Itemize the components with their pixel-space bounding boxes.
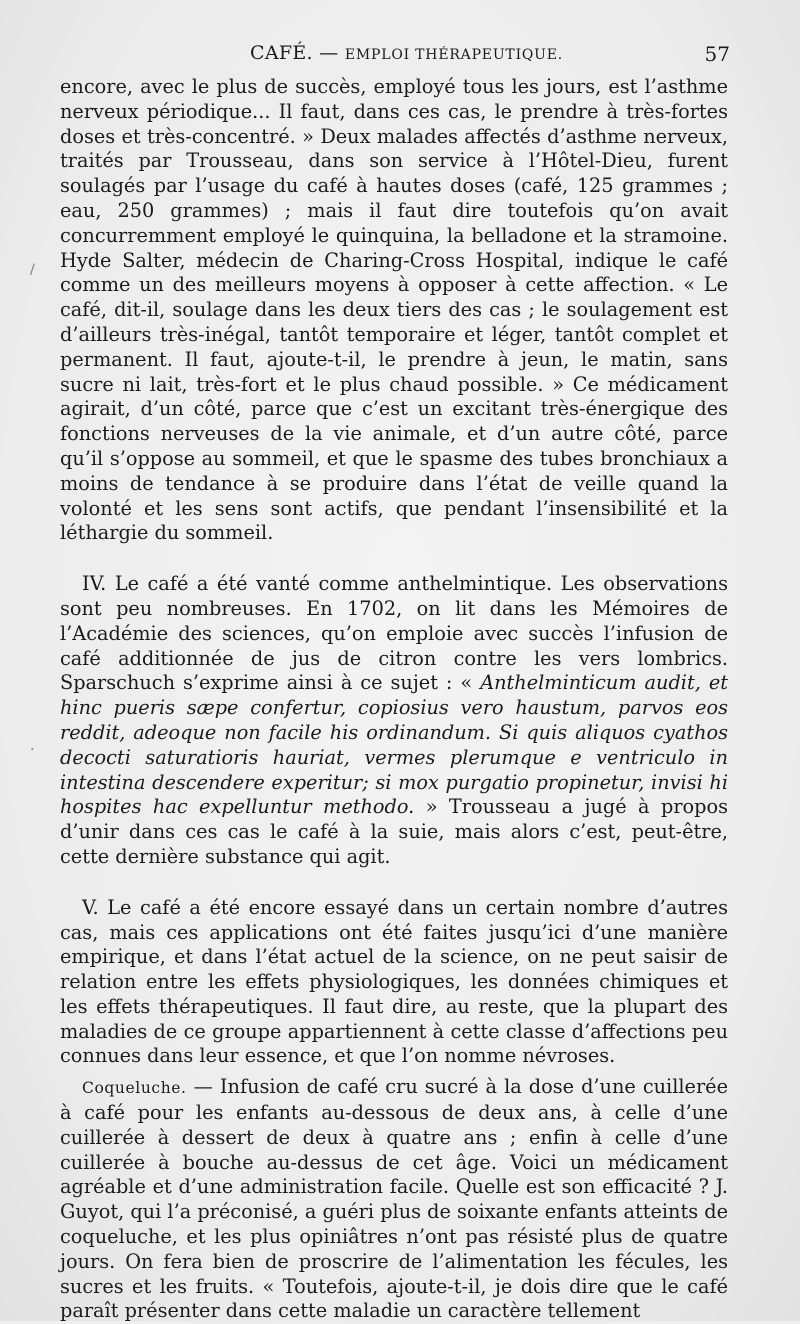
paragraph-coqueluche	[60, 1075, 728, 1324]
paragraph-other-uses: V. Le café a été encore essayé dans un certain nombre d’autres cas, mais ces applications ont été faites jusqu’ici d’une manière empirique, et dans l’état actuel de la science, on ne peut saisir de relation entre les effets physiologiques, les données chimiques et les effets thérapeutiques. Il faut dire, au reste, que la plupart des maladies de ce groupe appartiennent à cette classe d’affections peu connues dans leur essence, et que l’on nomme névroses.	[60, 895, 728, 1068]
latin-quote: Anthelminticum audit, et hinc pueris sæpe confertur, copiosius vero haustum, parvos eos reddit, adeoque non facile his ordinandum. Si quis aliquos cyathos decocti saturatioris hauriat, vermes plerumque e ventriculo in intestina descendere experitur; si mox purgatio propinetur, invisi hi hospites hac expelluntur methodo.	[60, 671, 728, 819]
running-header	[60, 42, 730, 72]
coqueluche-text: — Infusion de café cru sucré à la dose d’une cuillerée à café pour les enfants au-dessous de deux ans, à celle d’une cuillerée à dessert de deux à quatre ans ; enfin à celle d’une cuillerée à bouche au-dessus de cet âge. Voici un médicament agréable et d’une administration facile. Quelle est son efficacité ? J. Guyot, qui l’a préconisé, a guéri plus de soixante enfants atteints de coqueluche, et les plus opiniâtres n’ont pas résisté plus de quatre jours. On fera bien de proscrire de l’alimentation les fécules, les sucres et les fruits. « Toutefois, ajoute-t-il, je dois dire que le café paraît présenter dans cette maladie un caractère tellement	[60, 1075, 728, 1323]
title-dash: —	[312, 42, 345, 64]
paragraph-asthma: encore, avec le plus de succès, employé tous les jours, est l’asthme nerveux périodique... Il faut, dans ces cas, le prendre à très-fortes doses et très-concentré. » Deux malades affectés d’asthme nerveux, traités par Trousseau, dans son service à l’Hôtel-Dieu, furent soulagés par l’usage du café à hautes doses (café, 125 grammes ; eau, 250 grammes) ; mais il faut dire toutefois qu’on avait concurremment employé le quinquina, la belladone et la stramoine. Hyde Salter, médecin de Charing-Cross Hospital, indique le café comme un des meilleurs moyens à opposer à cette affection. « Le café, dit-il, soulage dans les deux tiers des cas ; le soulagement est d’ailleurs très-inégal, tantôt temporaire et léger, tantôt complet et permanent. Il faut, ajoute-t-il, le prendre à jeun, le matin, sans sucre ni lait, très-fort et le plus chaud possible. » Ce médicament agirait, d’un côté, parce que c’est un excitant très-énergique des fonctions nerveuses de la vie animale, et d’un autre côté, parce qu’il s’oppose au sommeil, et que le spasme des tubes bronchiaux a moins de tendance à se produire dans l’état de veille quand la volonté et les sens sont actifs, que pendant l’insensibilité et la léthargie du sommeil.	[60, 75, 728, 545]
paragraph-anthelmintic	[60, 572, 728, 870]
anthelmintic-outro: » Trousseau a jugé à propos d’unir dans ces cas le café à la suie, mais alors c’est, peut-être, cette dernière substance qui agit.	[60, 795, 728, 868]
running-title	[250, 42, 563, 64]
title-main: CAFÉ.	[250, 42, 313, 64]
margin-mark-dot: ·	[30, 742, 35, 758]
title-sub: EMPLOI THÉRAPEUTIQUE.	[344, 47, 564, 63]
page-number: 57	[704, 42, 730, 66]
anthelmintic-intro: IV. Le café a été vanté comme anthelmintique. Les observations sont peu nombreuses. En 1702, on lit dans les Mémoires de l’Académie des sciences, qu’on emploie avec succès l’infusion de café additionnée de jus de citron contre les vers lombrics. Sparschuch s’exprime ainsi à ce sujet : «	[60, 572, 728, 695]
body-text	[60, 75, 728, 1324]
margin-mark: /	[30, 262, 35, 278]
coqueluche-heading: Coqueluche.	[82, 1079, 187, 1098]
